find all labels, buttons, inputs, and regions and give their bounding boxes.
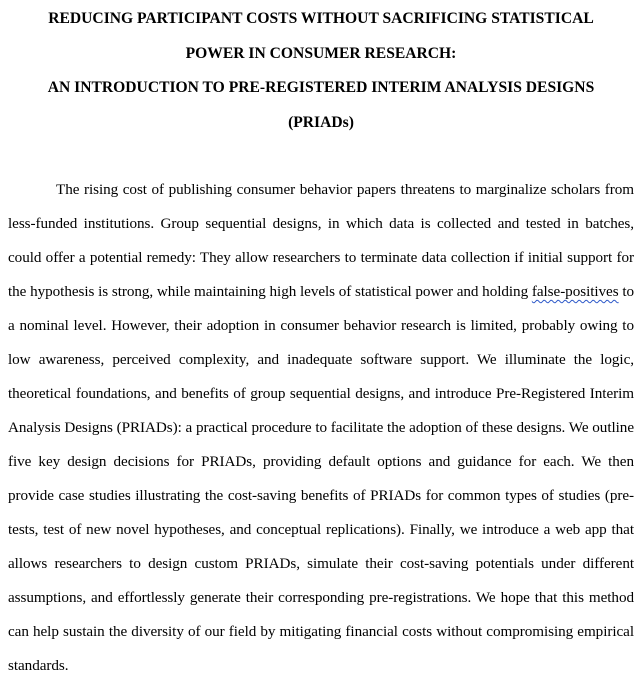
title-line-1: REDUCING PARTICIPANT COSTS WITHOUT SACRIFICING STATISTICAL [48,10,594,27]
title-line-3: AN INTRODUCTION TO PRE-REGISTERED INTERIM ANALYSIS DESIGNS [47,79,595,96]
spellcheck-flagged-word[interactable]: false-positives [531,283,619,300]
abstract-text-part-2: to a nominal level. However, their adoption in consumer behavior research is limited, probably owing to low awareness, perceived complexity, and inadequate software support. We illuminate the logic, theoretical foundations, and benefits of group sequential designs, and introduce Pre-Registered Interim Analysis Designs (PRIADs): a practical procedure to facilitate the adoption of these designs. We outline five key design decisions for PRIADs, providing default options and guidance for each. We then provide case studies illustrating the cost-saving benefits of PRIADs for common types of studies (pre-tests, test of new novel hypotheses, and conceptual replications). Finally, we introduce a web app that allows researchers to design custom PRIADs, simulate their cost-saving potentials under different assumptions, and effortlessly generate their corresponding pre-registrations. We hope that this method can help sustain the diversity of our field by mitigating financial costs without compromising empirical standards. [8,283,635,674]
title-line-4: (PRIADs) [288,113,354,131]
paper-title [8,0,634,140]
abstract-paragraph [8,173,634,683]
title-line-2: POWER IN CONSUMER RESEARCH: [185,44,457,62]
abstract-text-part-1: The rising cost of publishing consumer behavior papers threatens to marginalize scholars from less-funded institutions. Group sequential designs, in which data is collected and tested in batches, could offer a potential remedy: They allow researchers to terminate data collection if initial support for the hypothesis is strong, while maintaining high levels of statistical power and holding [8,181,634,300]
